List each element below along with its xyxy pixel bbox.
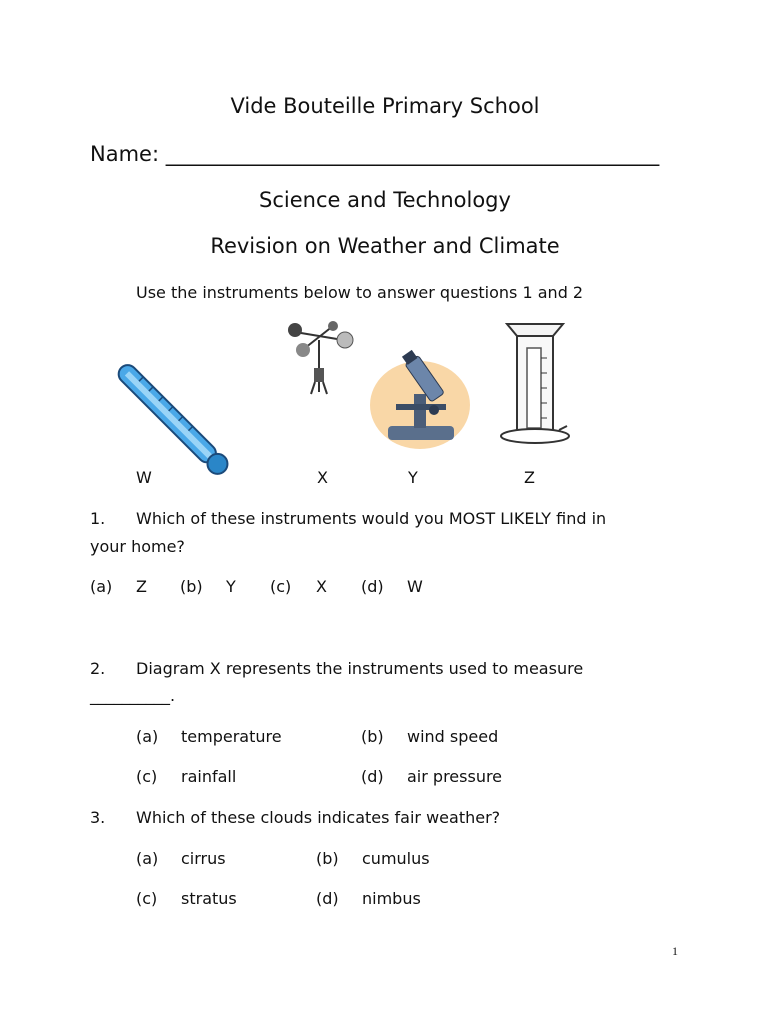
- q3-option-d-letter: (d): [316, 889, 339, 908]
- q2-option-d-letter: (d): [361, 767, 384, 786]
- topic-title: Revision on Weather and Climate: [210, 234, 560, 258]
- q1-option-a-text: Z: [136, 577, 147, 596]
- q3-option-b-text: cumulus: [362, 849, 430, 868]
- q3-option-d-text: nimbus: [362, 889, 421, 908]
- instructions: Use the instruments below to answer questions 1 and 2: [136, 283, 584, 302]
- q2-text-line2: __________.: [90, 686, 176, 705]
- rain-gauge-icon: [495, 318, 575, 448]
- q1-number: 1.: [90, 509, 106, 528]
- q2-text-line1: Diagram X represents the instruments used to measure: [136, 659, 584, 678]
- q2-option-a-letter: (a): [136, 727, 159, 746]
- label-x: X: [317, 468, 328, 487]
- q3-option-b-letter: (b): [316, 849, 339, 868]
- subject-title: Science and Technology: [259, 188, 511, 212]
- q1-option-c-letter: (c): [270, 577, 292, 596]
- q1-option-d-letter: (d): [361, 577, 384, 596]
- q2-option-b-letter: (b): [361, 727, 384, 746]
- name-line: _______________________________________________: [165, 142, 660, 166]
- q3-option-c-text: stratus: [181, 889, 237, 908]
- q3-number: 3.: [90, 808, 106, 827]
- school-name: Vide Bouteille Primary School: [230, 94, 540, 118]
- q1-option-a-letter: (a): [90, 577, 113, 596]
- q3-option-a-text: cirrus: [181, 849, 226, 868]
- q2-option-c-letter: (c): [136, 767, 158, 786]
- label-w: W: [136, 468, 152, 487]
- q2-option-c-text: rainfall: [181, 767, 237, 786]
- q1-option-b-letter: (b): [180, 577, 203, 596]
- name-field: [90, 142, 659, 166]
- q1-option-b-text: Y: [226, 577, 236, 596]
- name-label: Name:: [90, 142, 160, 166]
- microscope-icon: [368, 350, 478, 450]
- q2-option-a-text: temperature: [181, 727, 282, 746]
- q1-option-d-text: W: [407, 577, 423, 596]
- q3-option-a-letter: (a): [136, 849, 159, 868]
- label-y: Y: [408, 468, 418, 487]
- q3-text: Which of these clouds indicates fair weather?: [136, 808, 501, 827]
- q2-option-b-text: wind speed: [407, 727, 499, 746]
- q1-option-c-text: X: [316, 577, 327, 596]
- q2-option-d-text: air pressure: [407, 767, 503, 786]
- q3-option-c-letter: (c): [136, 889, 158, 908]
- label-z: Z: [524, 468, 535, 487]
- page-number: 1: [672, 944, 678, 958]
- q1-text-line2: your home?: [90, 537, 185, 556]
- q2-number: 2.: [90, 659, 106, 678]
- anemometer-icon: [285, 318, 365, 398]
- q1-text-line1: Which of these instruments would you MOST LIKELY find in: [136, 509, 607, 528]
